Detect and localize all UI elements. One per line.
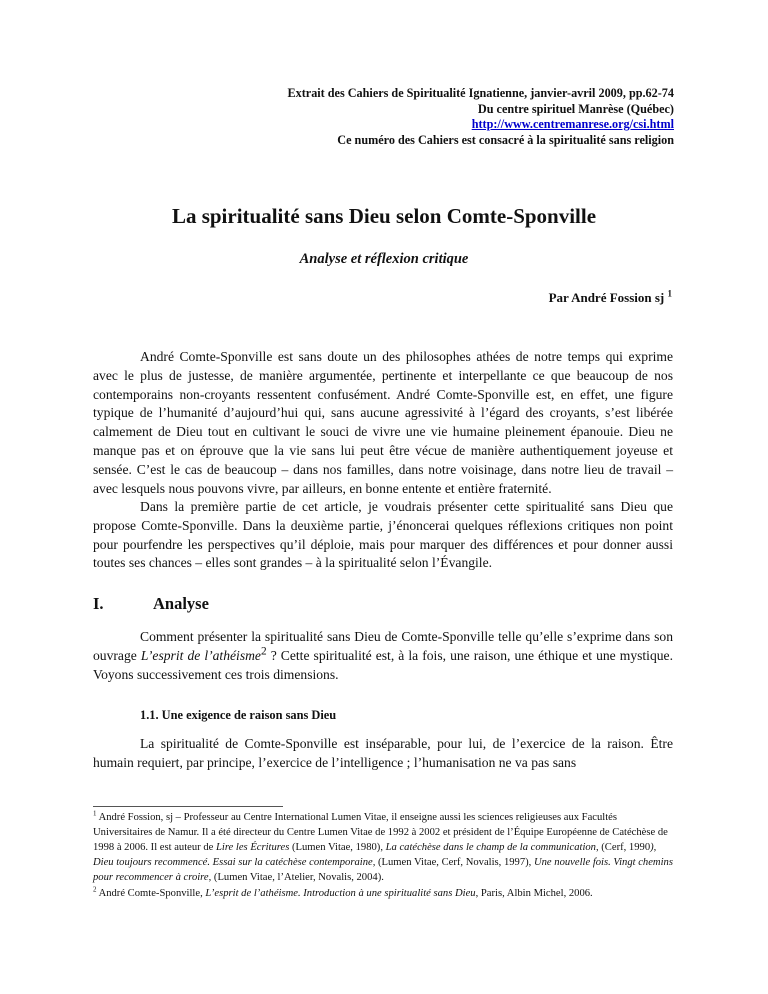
text-span: , (Cerf, 1990 bbox=[595, 842, 651, 853]
book-title: L’esprit de l’athéisme. Introduction à une spiritualité sans Dieu bbox=[205, 888, 476, 899]
book-title: L’esprit de l’athéisme bbox=[140, 647, 261, 663]
paragraph-intro bbox=[93, 348, 673, 498]
source-header bbox=[288, 86, 675, 148]
book-title: La catéchèse dans le champ de la communication bbox=[385, 842, 596, 853]
paragraph-reason bbox=[93, 735, 673, 773]
paragraph-plan bbox=[93, 498, 673, 573]
footnote-number: 1 bbox=[93, 809, 97, 818]
book-title: ), Dieu toujours recommencé. Essai sur la catéchèse contemporaine, bbox=[93, 842, 657, 868]
footnote-number: 2 bbox=[93, 885, 97, 894]
text-span: (Lumen Vitae, 1980), bbox=[289, 842, 386, 853]
book-title: Lire les Écritures bbox=[215, 842, 290, 853]
paragraph-analysis bbox=[93, 628, 673, 684]
footnote-ref-2[interactable]: 2 bbox=[260, 645, 267, 658]
footnote-1 bbox=[93, 810, 673, 885]
text-span: André Comte-Sponville, bbox=[96, 888, 206, 899]
text-span: Comment présenter la spiritualité sans Dieu de Comte-Sponville telle qu’elle s’exprime dans son ouvrage bbox=[93, 629, 673, 663]
header-issue-note: Ce numéro des Cahiers est consacré à la spiritualité sans religion bbox=[337, 132, 674, 147]
footnote-divider bbox=[93, 806, 283, 807]
paragraph-text: La spiritualité de Comte-Sponville est inséparable, pour lui, de l’exercice de la raison. Être humain requiert, par principe, l’exercice de l’intelligence ; l’humanisation ne va pas sans bbox=[93, 736, 673, 770]
paragraph-text: Dans la première partie de cet article, je voudrais présenter cette spiritualité sans Dieu que propose Comte-Sponville. Dans la deuxième partie, j’énoncerai quelques réflexions critiques non point pour pourfendre les perspectives qu’il déploie, mais pour marquer des différences et pour donner aussi toutes ses chances – elles sont grandes – à la spiritualité selon l’Évangile. bbox=[93, 499, 673, 571]
text-span: (Lumen Vitae, Cerf, Novalis, 1997), bbox=[375, 857, 534, 868]
text-span: (Lumen Vitae, l’Atelier, Novalis, 2004). bbox=[211, 872, 384, 883]
author-name: Par André Fossion sj bbox=[548, 290, 665, 305]
text-span: André Fossion, sj – Professeur au Centre International Lumen Vitae, il enseigne aussi les sciences religieuses aux Facultés Universitaires de Namur. Il a été directeur du Centre Lumen Vitae de 1992 à 2002 et président de l’Équipe Européenne de Catéchèse de 1998 à 2006. Il est auteur de bbox=[93, 812, 668, 853]
header-center: Du centre spirituel Manrèse (Québec) bbox=[477, 101, 674, 116]
text-span: , Paris, Albin Michel, 2006. bbox=[475, 888, 593, 899]
book-title: Une nouvelle fois. Vingt chemins pour recommencer à croire, bbox=[93, 857, 673, 883]
section-heading bbox=[93, 594, 209, 614]
author-line bbox=[549, 290, 672, 306]
subsection-heading: 1.1. Une exigence de raison sans Dieu bbox=[140, 708, 337, 722]
paragraph-text: André Comte-Sponville est sans doute un des philosophes athées de notre temps qui exprime avec le plus de justesse, de manière argumentée, pertinente et interpellante ce que beaucoup de nos contemporains non-croyants ressentent confusément. André Comte-Sponville est, en effet, une figure typique de l’humanité d’aujourd’hui qui, sans aucune agressivité à l’égard des croyants, s’est libérée calmement de Dieu tout en cultivant le souci de vivre une vie humaine pleinement épanouie. Dieu ne manque pas et on éprouve que la vie sans lui peut être vécue de manière authentiquement joyeuse et sensée. C’est le cas de beaucoup – dans nos familles, dans notre voisinage, dans notre lieu de travail – avec lesquels nous pouvons vivre, par ailleurs, en bonne entente et entière fraternité. bbox=[93, 349, 673, 496]
section-title: Analyse bbox=[153, 594, 209, 613]
article-subtitle: Analyse et réflexion critique bbox=[299, 251, 469, 267]
section-number: I. bbox=[93, 594, 104, 613]
header-citation: Extrait des Cahiers de Spiritualité Ignatienne, janvier-avril 2009, pp.62-74 bbox=[287, 86, 674, 100]
header-link[interactable]: http://www.centremanrese.org/csi.html bbox=[471, 117, 674, 131]
paragraph-text bbox=[93, 628, 673, 684]
article-title: La spiritualité sans Dieu selon Comte-Sponville bbox=[171, 204, 597, 228]
footnote-2 bbox=[93, 886, 673, 901]
footnote-ref-1[interactable]: 1 bbox=[667, 288, 672, 299]
text-span: ? Cette spiritualité est, à la fois, une raison, une éthique et une mystique. Voyons successivement ces trois dimensions. bbox=[93, 647, 673, 682]
